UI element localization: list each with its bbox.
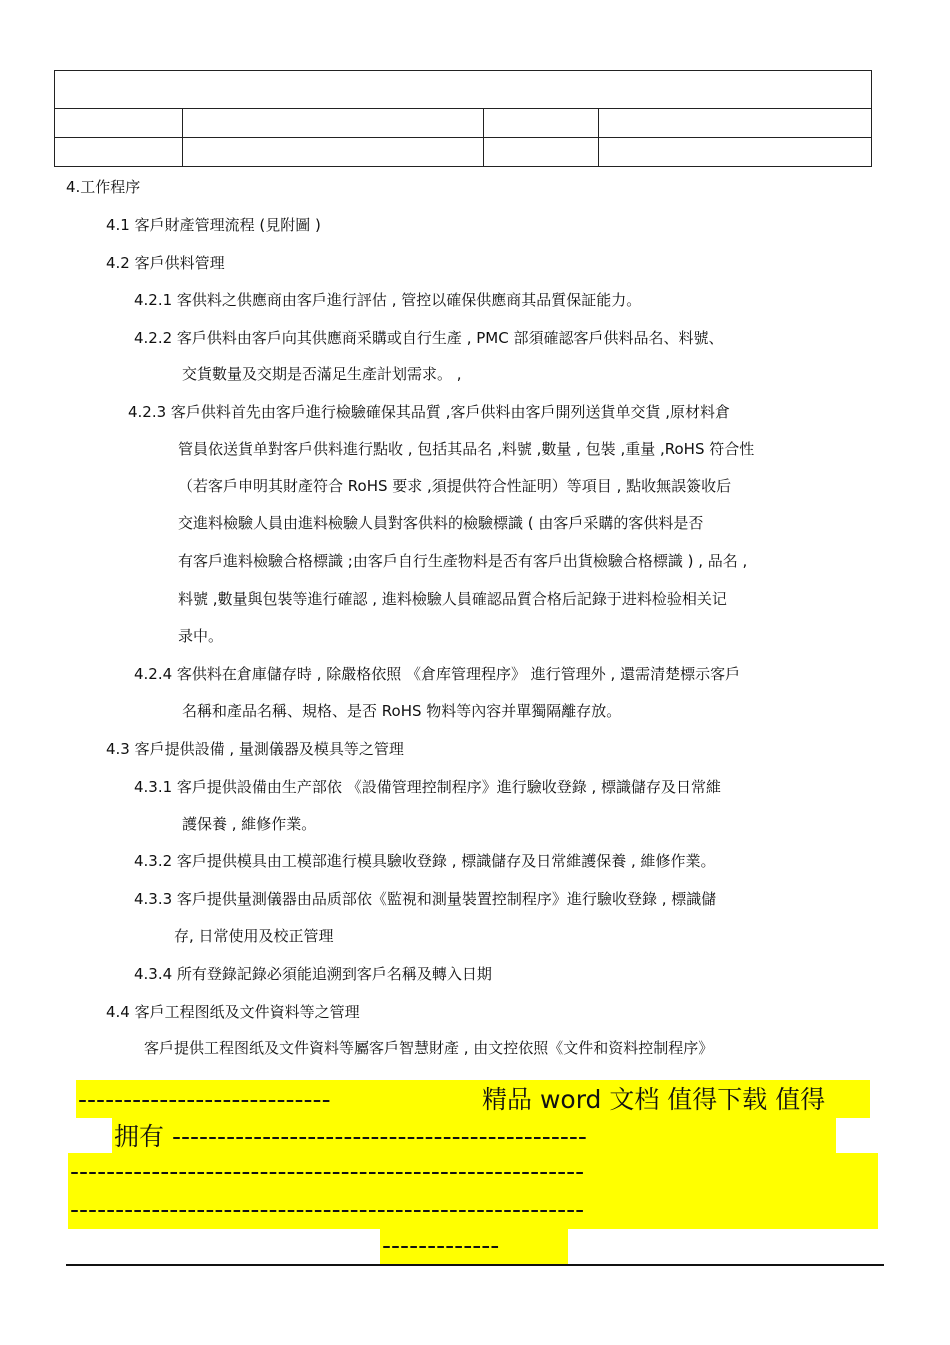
header-cell (484, 138, 599, 167)
subsection-heading: 4.4 客戶工程图纸及文件資料等之管理 (106, 1003, 360, 1021)
header-cell (183, 138, 484, 167)
clause-text: 有客戶進料檢驗合格標識 ;由客戶自行生產物料是否有客戶出貨檢驗合格標識 ) , 品名 , (178, 552, 748, 570)
clause-text: 4.3.2 客戶提供模具由工模部進行模具驗收登錄 , 標識儲存及日常維護保養 , 維修作業。 (134, 852, 716, 870)
clause-text: 4.2.1 客供料之供應商由客戶進行評估 , 管控以確保供應商其品質保証能力。 (134, 291, 642, 309)
dash-line: ---------------------------- (78, 1085, 331, 1114)
bottom-rule (66, 1264, 884, 1266)
header-cell (599, 109, 872, 138)
clause-text: 交貨數量及交期是否滿足生產計划需求。 , (182, 365, 462, 383)
header-cell (484, 109, 599, 138)
section-heading: 4.工作程序 (66, 178, 141, 196)
header-table (54, 70, 872, 167)
clause-text: 4.2.4 客供料在倉庫儲存時 , 除嚴格依照 《倉库管理程序》 進行管理外 , 還需清楚標示客戶 (134, 665, 741, 683)
subsection-heading: 4.1 客戶財產管理流程 (見附圖 ) (106, 216, 321, 234)
clause-text: 名稱和產品名稱、規格、是否 RoHS 物料等內容并單獨隔離存放。 (182, 702, 622, 720)
clause-text: 4.3.4 所有登錄記錄必須能追溯到客戶名稱及轉入日期 (134, 965, 492, 983)
clause-text: 客戶提供工程图纸及文件資料等屬客戶智慧財產 , 由文控依照《文件和资料控制程序》 (144, 1039, 714, 1057)
clause-text: 護保養 , 維修作業。 (182, 815, 317, 833)
dash-line: --------------------------------------------------------- (70, 1157, 585, 1186)
dash-line: --------------------------------------------------------- (70, 1195, 585, 1224)
clause-text: 管員依送貨单對客戶供料進行點收 , 包括其品名 ,料號 ,數量 , 包裝 ,重量 ,RoHS 符合性 (178, 440, 755, 458)
clause-text: 料號 ,數量與包裝等進行確認 , 進料檢驗人員確認品質合格后記錄于进料检验相关记 (178, 590, 727, 608)
clause-text: （若客戶申明其財產符合 RoHS 要求 ,須提供符合性証明）等項目 , 點收無誤簽收后 (178, 477, 732, 495)
clause-text: 4.3.1 客戶提供設備由生产部依 《設備管理控制程序》進行驗收登錄 , 標識儲存及日常維 (134, 778, 722, 796)
clause-text: 录中。 (178, 627, 224, 645)
header-cell (55, 109, 183, 138)
subsection-heading: 4.3 客戶提供設備 , 量測儀器及模具等之管理 (106, 740, 404, 758)
clause-text: 4.2.2 客戶供料由客戶向其供應商采購或自行生產 , PMC 部須確認客戶供料品名、料號、 (134, 329, 724, 347)
dash-line: ------------- (382, 1231, 500, 1260)
header-cell (55, 71, 872, 109)
subsection-heading: 4.2 客戶供料管理 (106, 254, 225, 272)
header-cell (599, 138, 872, 167)
header-cell (183, 109, 484, 138)
promo-text: 拥有 ---------------------------------------------- (114, 1122, 587, 1151)
promo-text: 精品 word 文档 值得下载 值得 (482, 1085, 826, 1114)
header-cell (55, 138, 183, 167)
clause-text: 4.2.3 客戶供料首先由客戶進行檢驗確保其品質 ,客戶供料由客戶開列送貨单交貨 ,原材料倉 (128, 403, 731, 421)
clause-text: 交進料檢驗人員由進料檢驗人員對客供料的檢驗標識 ( 由客戶采購的客供料是否 (178, 514, 704, 532)
clause-text: 4.3.3 客戶提供量測儀器由品质部依《監視和測量裝置控制程序》進行驗收登錄 , 標識儲 (134, 890, 717, 908)
clause-text: 存, 日常使用及校正管理 (174, 927, 334, 945)
